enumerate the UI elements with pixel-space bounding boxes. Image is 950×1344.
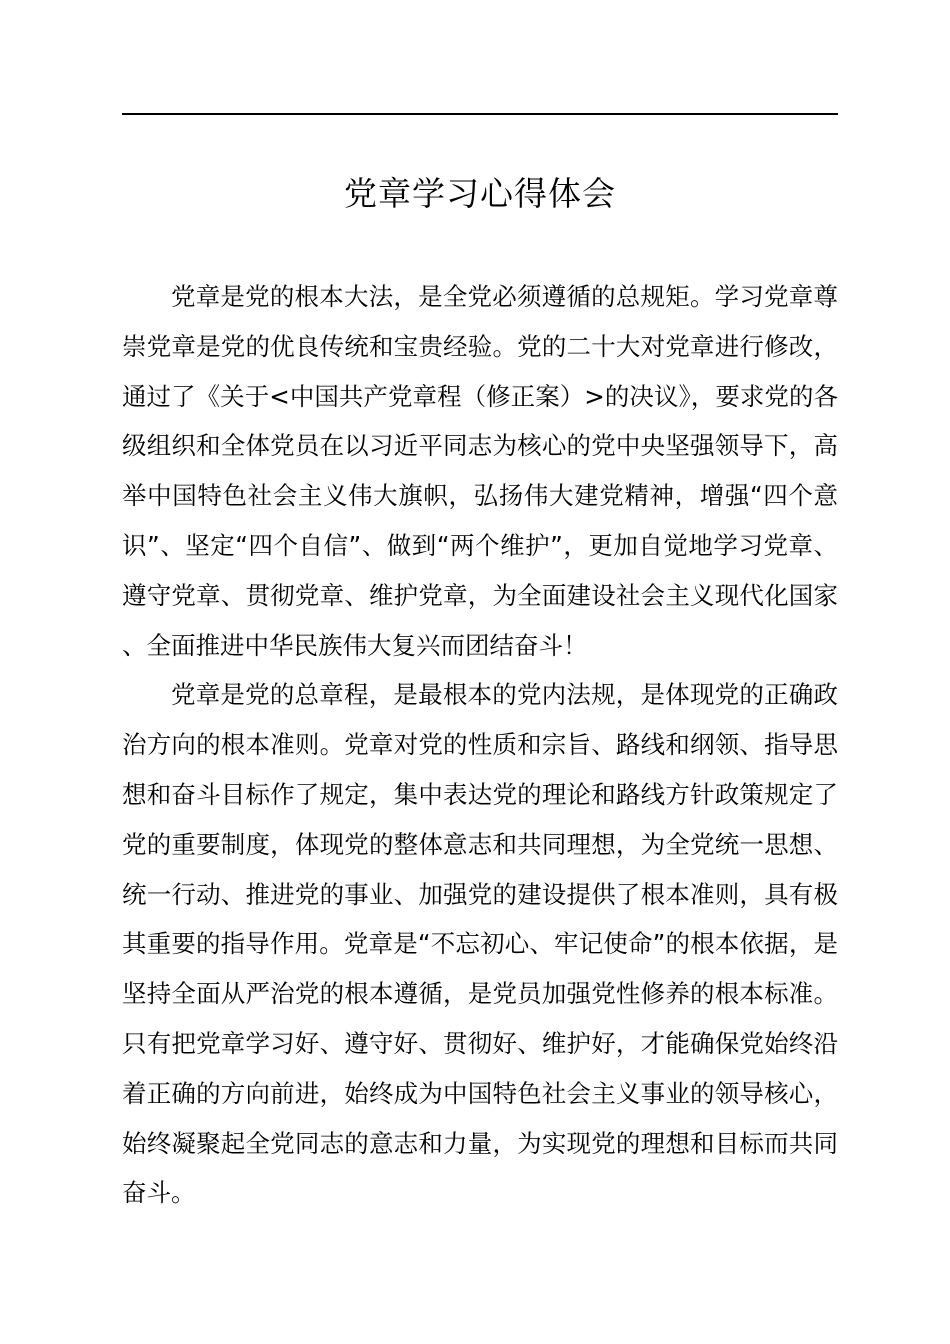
document-body: [122, 272, 838, 1218]
header-rule: [122, 113, 838, 115]
paragraph-1: 党章是党的根本大法，是全党必须遵循的总规矩。学习党章尊崇党章是党的优良传统和宝贵经验。党的二十大对党章进行修改，通过了《关于<中国共产党章程（修正案）>的决议》，要求党的各级组织和全体党员在以习近平同志为核心的党中央坚强领导下，高举中国特色社会主义伟大旗帜，弘扬伟大建党精神，增强“四个意识”、坚定“四个自信”、做到“两个维护”，更加自觉地学习党章、遵守党章、贯彻党章、维护党章，为全面建设社会主义现代化国家、全面推进中华民族伟大复兴而团结奋斗！: [122, 282, 838, 660]
document-title: 党章学习心得体会: [344, 174, 616, 213]
paragraph-2: 党章是党的总章程，是最根本的党内法规，是体现党的正确政治方向的根本准则。党章对党的性质和宗旨、路线和纲领、指导思想和奋斗目标作了规定，集中表达党的理论和路线方针政策规定了党的重要制度，体现党的整体意志和共同理想，为全党统一思想、统一行动、推进党的事业、加强党的建设提供了根本准则，具有极其重要的指导作用。党章是“不忘初心、牢记使命”的根本依据，是坚持全面从严治党的根本遵循，是党员加强党性修养的根本标准。只有把党章学习好、遵守好、贯彻好、维护好，才能确保党始终沿着正确的方向前进，始终成为中国特色社会主义事业的领导核心，始终凝聚起全党同志的意志和力量，为实现党的理想和目标而共同奋斗。: [122, 680, 838, 1208]
